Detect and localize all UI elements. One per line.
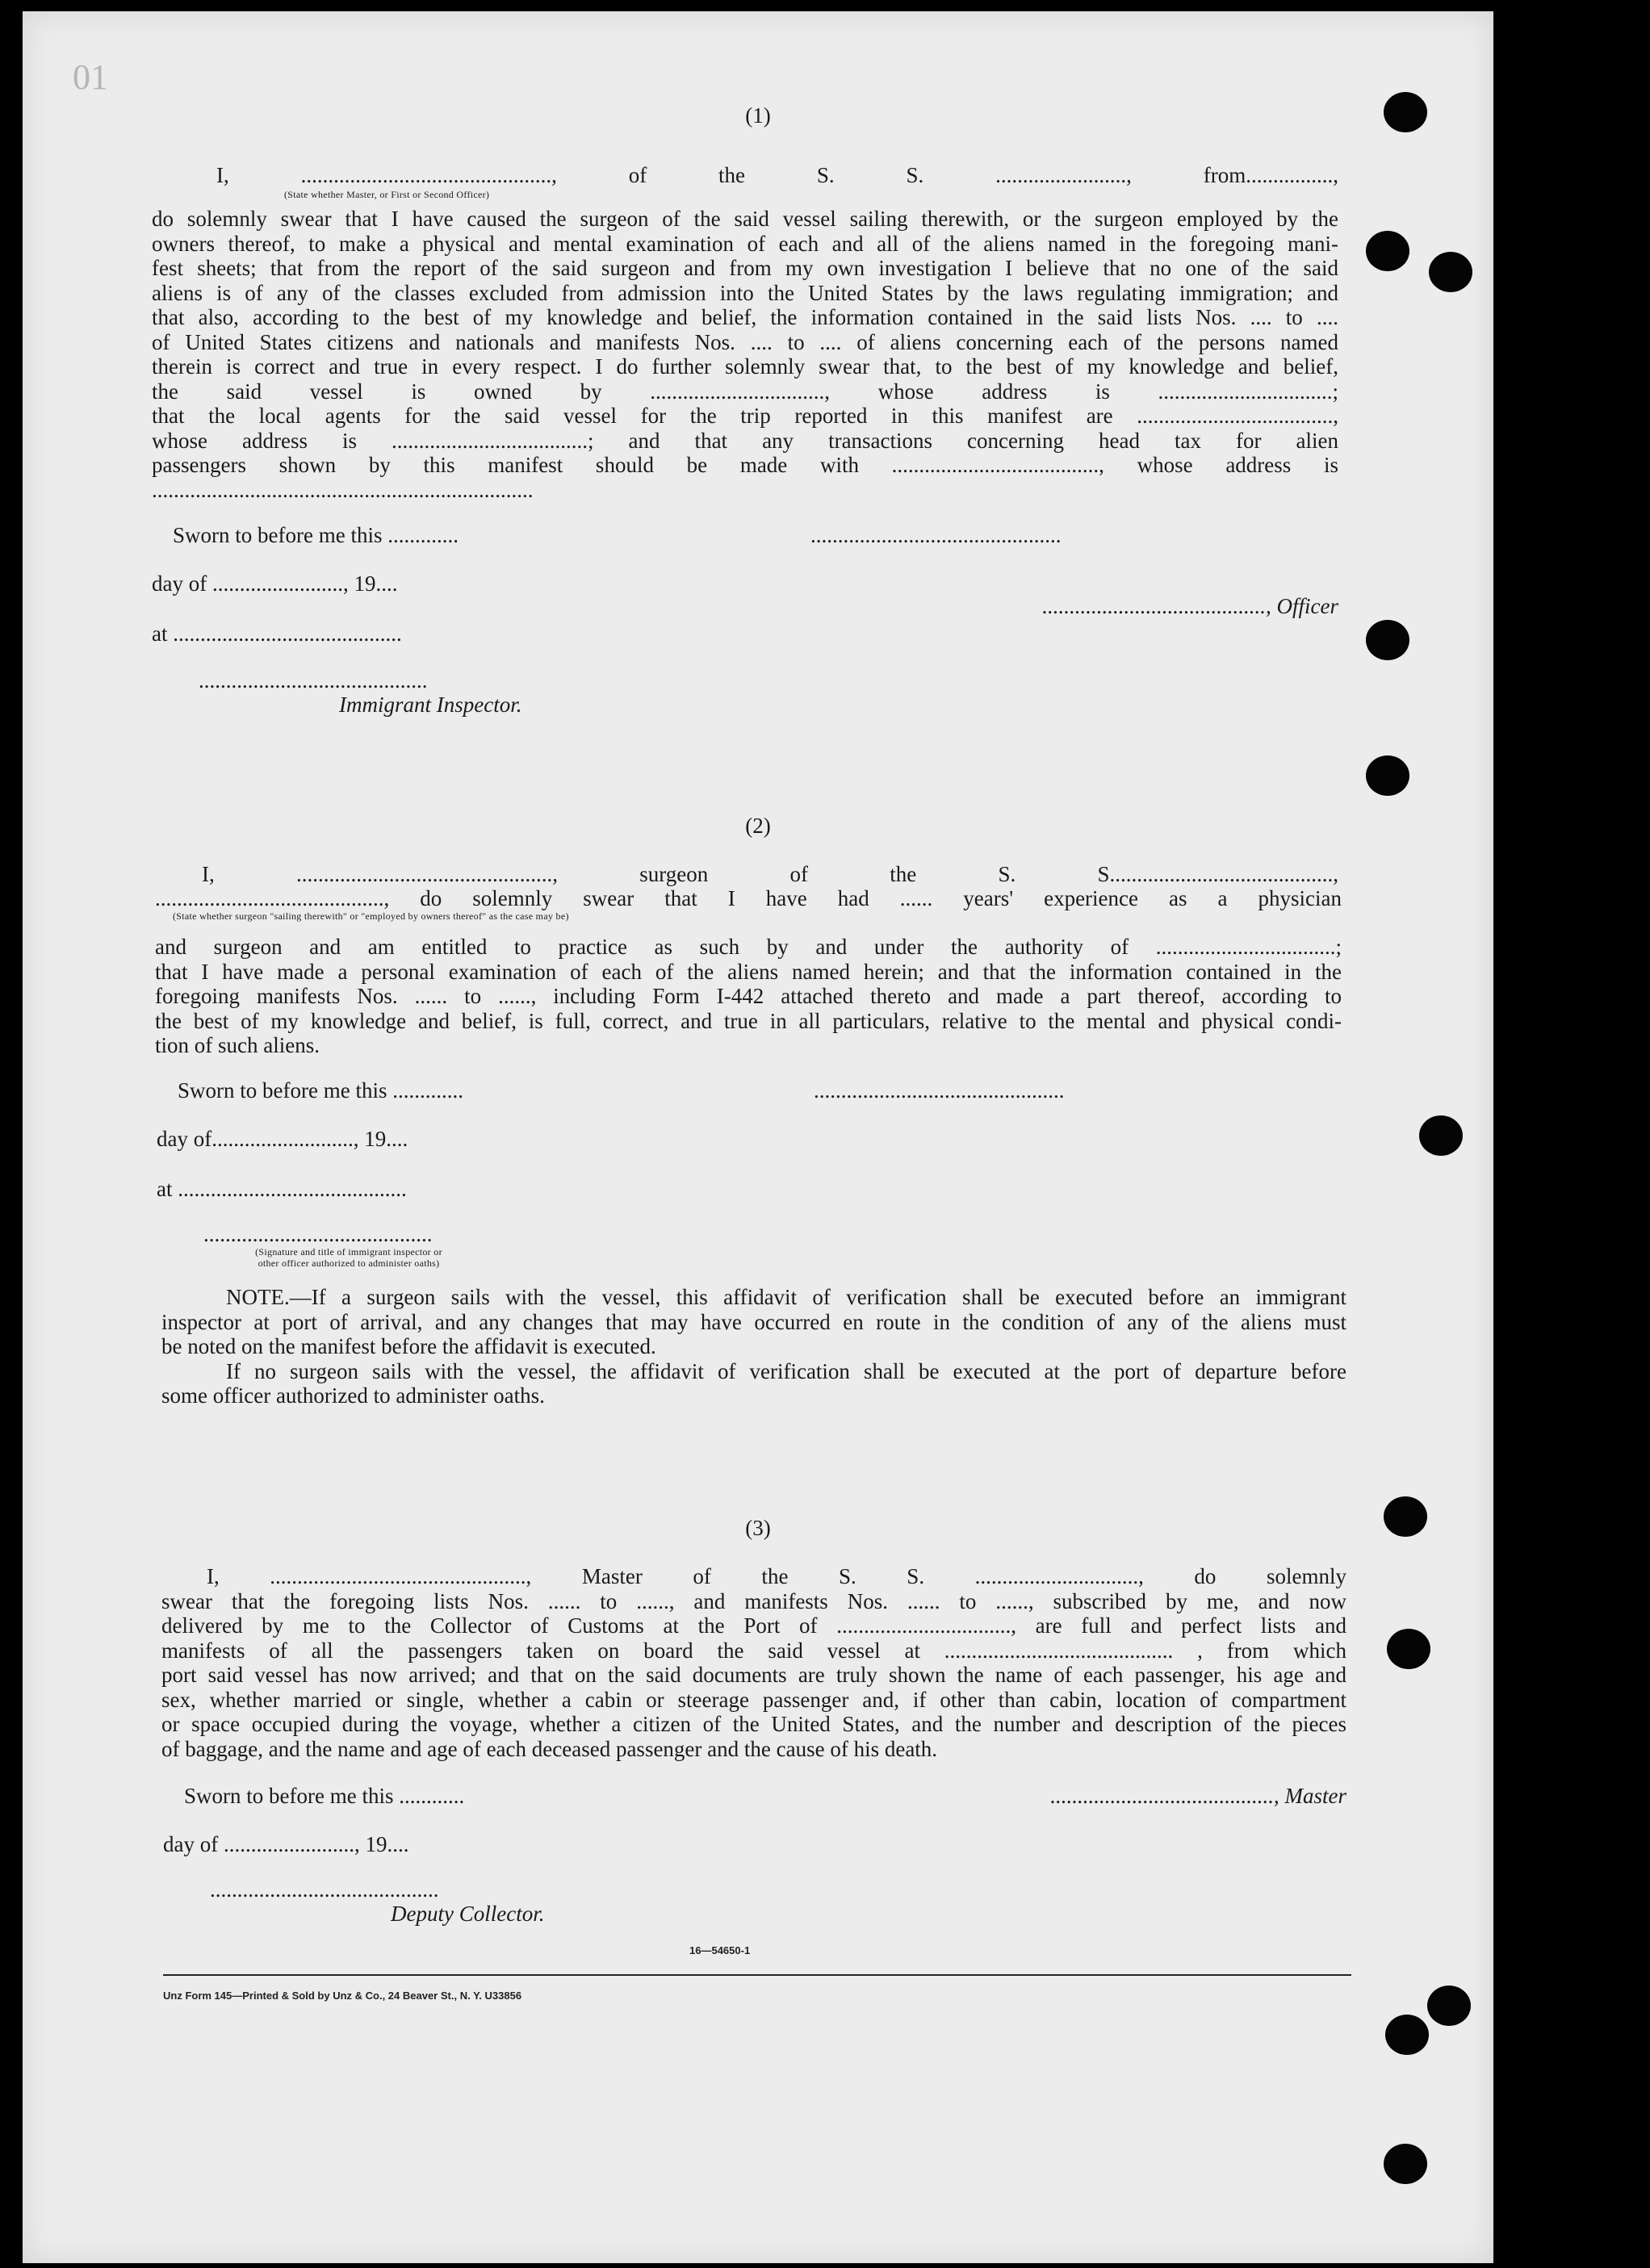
form-code: 16—54650-1	[689, 1944, 751, 1956]
body-line: owners thereof, to make a physical and mental examination of each and all of the aliens named in the foregoing mani-	[152, 231, 1338, 256]
section2-note	[161, 1285, 1346, 1408]
section3-body	[161, 1564, 1346, 1761]
section1-day-of: day of ........................, 19....	[152, 571, 398, 596]
body-line: sex, whether married or single, whether a cabin or steerage passenger and, if other than cabin, location of compartment	[161, 1687, 1346, 1712]
section2-body	[155, 935, 1342, 1058]
body-line: aliens is of any of the classes excluded from admission into the United States by the laws regulating immigration; and	[152, 280, 1338, 305]
body-line: port said vessel has now arrived; and that on the said documents are truly shown the name of each passenger, his age and	[161, 1663, 1346, 1687]
section1-sig-dots-right: ..............................................	[810, 523, 1062, 547]
form-page	[23, 11, 1493, 2263]
body-line: of United States citizens and nationals and manifests Nos. .... to .... of aliens concerning each of the persons named	[152, 329, 1338, 354]
section2-at: at ..........................................	[157, 1177, 407, 1201]
section1-at: at ..........................................	[152, 621, 402, 646]
body-line: whose address is ....................................; and that any transactions concerning head tax for alien	[152, 428, 1338, 453]
body-line: passengers shown by this manifest should be made with ......................................, whose address is	[152, 453, 1338, 477]
punch-hole	[1385, 2015, 1429, 2055]
body-line: that also, according to the best of my knowledge and belief, the information contained in the said lists Nos. .... to ....	[152, 305, 1338, 329]
body-line: do solemnly swear that I have caused the surgeon of the said vessel sailing therewith, or the surgeon employed by the	[152, 207, 1338, 231]
punch-hole	[1427, 1986, 1471, 2026]
section2-line2-note: (State whether surgeon "sailing therewith" or "employed by owners thereof" as the case may be)	[173, 910, 569, 922]
body-line: that the local agents for the said vessel for the trip reported in this manifest are ....................................,	[152, 404, 1338, 428]
body-line: tion of such aliens.	[155, 1033, 320, 1057]
punch-hole	[1366, 755, 1409, 796]
section2-number: (2)	[745, 814, 771, 838]
punch-hole	[1384, 2144, 1427, 2184]
body-line: swear that the foregoing lists Nos. ...... to ......, and manifests Nos. ...... to ......, subscribed by me, and now	[161, 1588, 1346, 1613]
corner-mark: 01	[73, 57, 108, 97]
body-line: or space occupied during the voyage, whether a citizen of the United States, and the number and description of the pieces	[161, 1712, 1346, 1736]
section3-number: (3)	[745, 1516, 771, 1540]
punch-hole	[1366, 620, 1409, 660]
section1-body	[152, 207, 1338, 502]
section1-number: (1)	[745, 103, 771, 128]
section2-sworn: Sworn to before me this .............	[178, 1078, 463, 1103]
section1-line1: I, .............................................., of the S. S. ........................, from................,	[216, 163, 1338, 187]
section3-sworn: Sworn to before me this ............	[184, 1784, 465, 1808]
section2-line1: I, ..............................................., surgeon of the S. S.........................................,	[202, 862, 1338, 886]
note-line: NOTE.—If a surgeon sails with the vessel, this affidavit of verification shall be executed before an immigrant	[226, 1285, 1346, 1309]
section2-day-of: day of.........................., 19....	[157, 1127, 408, 1151]
section2-sig-note-1: (Signature and title of immigrant inspector or	[255, 1246, 442, 1257]
punch-hole	[1429, 252, 1472, 292]
body-line: foregoing manifests Nos. ...... to ......, including Form I-442 attached thereto and made a part thereof, according to	[155, 984, 1342, 1008]
section1-sworn: Sworn to before me this .............	[173, 523, 459, 547]
body-line: of baggage, and the name and age of each deceased passenger and the cause of his death.	[161, 1736, 938, 1761]
section2-line2: .........................................., do solemnly swear that I have had ...... years' experience as a physician	[155, 886, 1342, 910]
body-line: I, ..............................................., Master of the S. S. .............................., do solemnly	[207, 1564, 1346, 1588]
body-line: fest sheets; that from the report of the said surgeon and from my own investigation I believe that no one of the said	[152, 256, 1338, 280]
section3-day-of: day of ........................, 19....	[163, 1832, 409, 1856]
note-line: be noted on the manifest before the affidavit is executed.	[161, 1334, 656, 1358]
note-line: some officer authorized to administer oaths.	[161, 1383, 545, 1408]
section2-sig-dots-right: ..............................................	[814, 1078, 1065, 1103]
section2-sig-dots-left: ..........................................	[203, 1222, 433, 1246]
body-line: ......................................................................	[152, 477, 534, 502]
section2-sig-note-2: other officer authorized to administer oaths)	[258, 1257, 440, 1269]
punch-hole	[1419, 1115, 1463, 1156]
section3-sig-role-left: Deputy Collector.	[391, 1902, 545, 1926]
section1-line1-note: (State whether Master, or First or Second Officer)	[284, 189, 490, 200]
punch-hole	[1387, 1629, 1430, 1669]
footer-rule	[163, 1974, 1351, 1976]
body-line: and surgeon and am entitled to practice as such by and under the authority of .................................;	[155, 935, 1342, 959]
body-line: delivered by me to the Collector of Customs at the Port of ................................, are full and perfect lists and	[161, 1613, 1346, 1638]
printer-footer: Unz Form 145—Printed & Sold by Unz & Co., 24 Beaver St., N. Y. U33856	[163, 1990, 522, 2002]
section3-sig-dots-left: ..........................................	[210, 1877, 439, 1902]
note-line: inspector at port of arrival, and any changes that may have occurred en route in the condition of any of the aliens must	[161, 1309, 1346, 1334]
punch-hole	[1366, 231, 1409, 271]
note-line: If no surgeon sails with the vessel, the affidavit of verification shall be executed at the port of departure before	[226, 1358, 1346, 1383]
body-line: manifests of all the passengers taken on board the said vessel at .......................................... , from which	[161, 1638, 1346, 1663]
section1-sig-role-left: Immigrant Inspector.	[339, 693, 522, 717]
body-line: that I have made a personal examination of each of the aliens named herein; and that the information contained in the	[155, 959, 1342, 984]
section1-officer-line: ........................................., Officer	[1042, 594, 1338, 618]
section3-master-line: ........................................., Master	[1050, 1784, 1346, 1808]
body-line: the said vessel is owned by ................................, whose address is ................................;	[152, 379, 1338, 404]
body-line: the best of my knowledge and belief, is full, correct, and true in all particulars, relative to the mental and physical condi-	[155, 1008, 1342, 1033]
section1-sig-dots-left: ..........................................	[199, 668, 428, 693]
body-line: therein is correct and true in every respect. I do further solemnly swear that, to the best of my knowledge and belief,	[152, 354, 1338, 379]
